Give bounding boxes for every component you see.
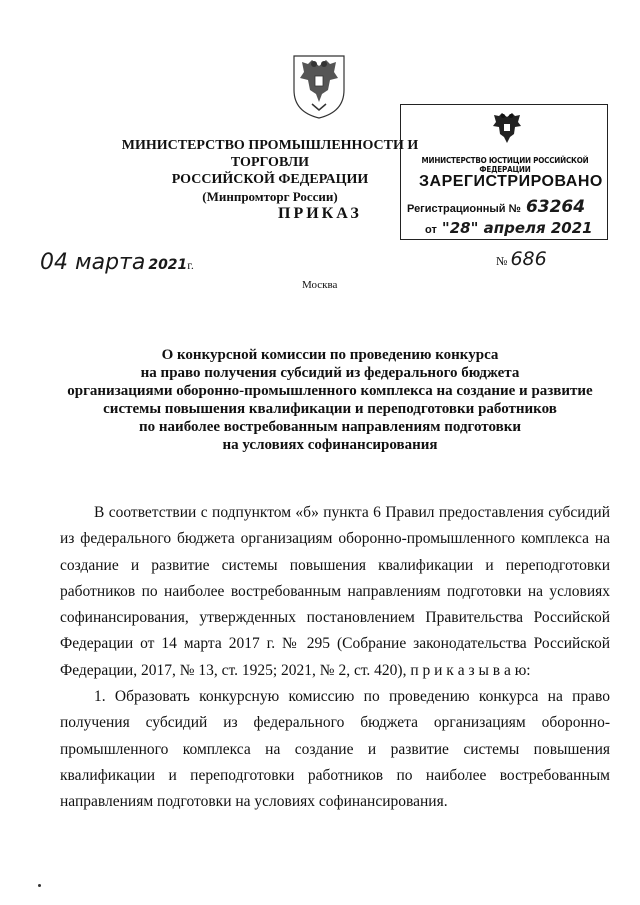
stamp-reg-label: Регистрационный № [407, 203, 521, 215]
title-line: О конкурсной комиссии по проведению конкурса [161, 347, 499, 363]
body-paragraph-preamble: В соответствии с подпунктом «б» пункта 6 Правил предоставления субсидий из федерального бюджета организациям оборонно-промышленного комплекса на создание и развитие системы повышения квалификации и переподготовки работников по наиболее востребованным направлениям подготовки на условиях софинансирования, утвержденных постановлением Правительства Российской Федерации от 14 марта 2017 г. № 295 (Собрание законодательства Российской Федерации, 2017, № 13, ст. 1925; 2021, № 2, ст. 420), п р и к а з ы в а ю: [60, 504, 610, 679]
order-date [40, 250, 194, 275]
order-date-handwritten: 04 марта [40, 250, 146, 275]
stamp-organization: МИНИСТЕРСТВО ЮСТИЦИИ РОССИЙСКОЙ ФЕДЕРАЦИИ [421, 156, 589, 174]
stamp-coat-of-arms-icon [487, 109, 527, 149]
title-line: организациями оборонно-промышленного комплекса на создание и развитие [67, 383, 593, 399]
stamp-reg-number: 63264 [525, 197, 586, 217]
stamp-date [425, 219, 593, 237]
stamp-status: ЗАРЕГИСТРИРОВАНО [419, 173, 603, 190]
ministry-short-name: (Минпромторг России) [202, 189, 338, 204]
ministry-name: МИНИСТЕРСТВО ПРОМЫШЛЕННОСТИ И ТОРГОВЛИ [121, 138, 419, 170]
body-paragraph-item-1: 1. Образовать конкурсную комиссию по проведению конкурса на право получения субсидий из федерального бюджета организациям оборонно-промышленного комплекса на создание и развитие системы повышения квалификации и переподготовки работников по наиболее востребованным направлениям подготовки на условиях софинансирования. [60, 688, 610, 811]
order-date-suffix: г. [187, 258, 194, 272]
coat-of-arms-icon [288, 50, 350, 120]
document-title [40, 346, 620, 454]
registration-stamp [400, 104, 608, 240]
order-number-label: № [496, 254, 508, 268]
document-type: ПРИКАЗ [278, 205, 362, 222]
document-body [60, 500, 610, 816]
order-number-value: 686 [510, 248, 547, 270]
stamp-registration-number [407, 197, 585, 217]
title-line: по наиболее востребованным направлениям подготовки [139, 419, 521, 435]
stamp-date-prefix: от [425, 224, 437, 236]
city: Москва [302, 279, 338, 291]
page-mark [38, 884, 41, 887]
title-line: на право получения субсидий из федерального бюджета [140, 365, 520, 381]
order-number [496, 248, 547, 270]
stamp-date-value: "28" апреля 2021 [441, 219, 593, 237]
order-date-year: 2021 [148, 257, 188, 273]
title-line: на условиях софинансирования [222, 437, 438, 453]
ministry-header [120, 137, 420, 205]
title-line: системы повышения квалификации и переподготовки работников [103, 401, 557, 417]
ministry-country: РОССИЙСКОЙ ФЕДЕРАЦИИ [171, 172, 369, 187]
